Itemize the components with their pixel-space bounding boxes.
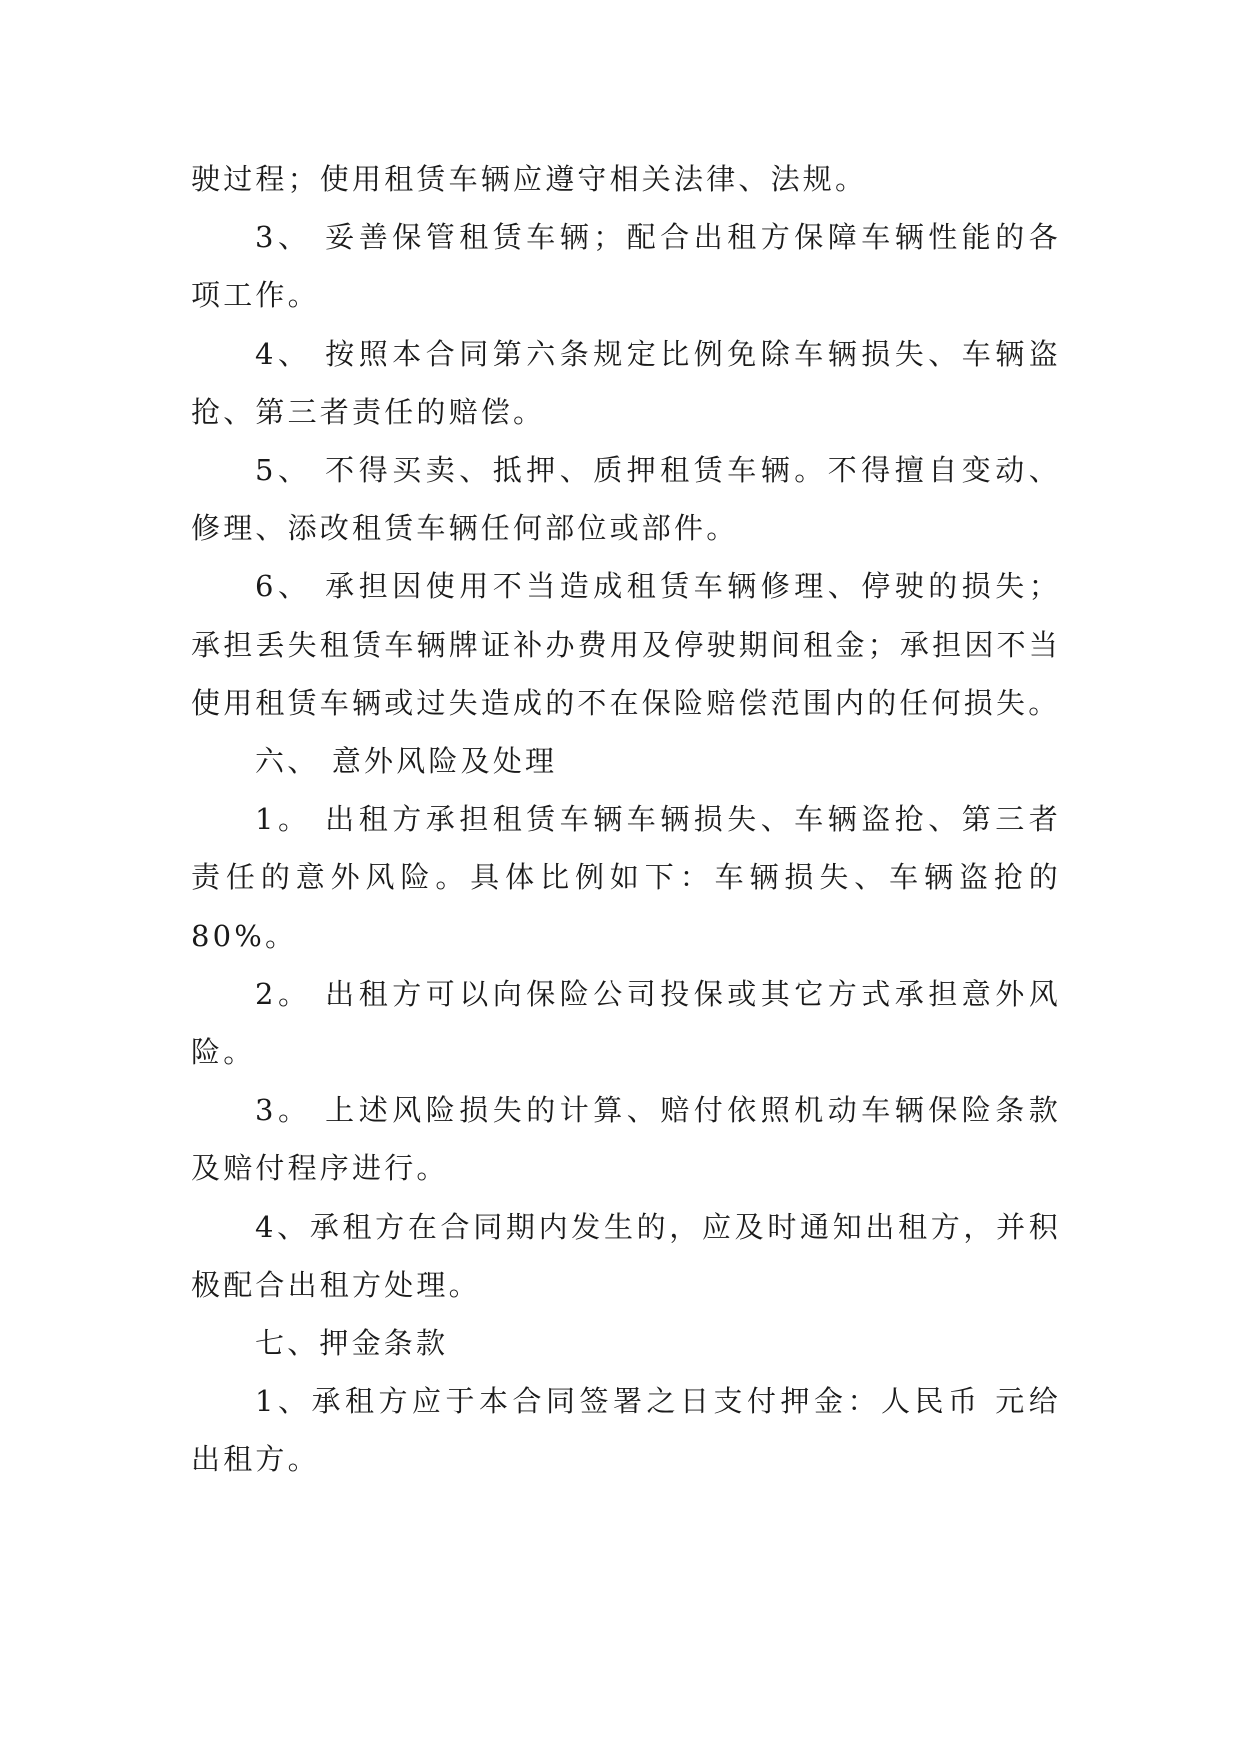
paragraph-risk-2: 2。 出租方可以向保险公司投保或其它方式承担意外风险。 bbox=[191, 976, 1061, 1070]
paragraph-clause-6: 6、 承担因使用不当造成租赁车辆修理、停驶的损失；承担丢失租赁车辆牌证补办费用及停驶期间租金；承担因不当使用租赁车辆或过失造成的不在保险赔偿范围内的任何损失。 bbox=[191, 569, 1061, 720]
paragraph-clause-5: 5、 不得买卖、抵押、质押租赁车辆。不得擅自变动、修理、添改租赁车辆任何部位或部件。 bbox=[191, 453, 1061, 546]
paragraph-clause-4: 4、 按照本合同第六条规定比例免除车辆损失、车辆盗抢、第三者责任的赔偿。 bbox=[191, 336, 1061, 429]
section-heading-7: 七、押金条款 bbox=[255, 1326, 449, 1361]
paragraph-clause-continuation: 驶过程；使用租赁车辆应遵守相关法律、法规。 bbox=[191, 162, 868, 196]
paragraph-risk-3: 3。 上述风险损失的计算、赔付依照机动车辆保险条款及赔付程序进行。 bbox=[191, 1093, 1061, 1186]
document-body bbox=[191, 150, 1061, 1489]
paragraph-deposit-1: 1、承租方应于本合同签署之日支付押金：人民币 元给出租方。 bbox=[191, 1384, 1061, 1477]
paragraph-risk-4: 4、承租方在合同期内发生的，应及时通知出租方，并积极配合出租方处理。 bbox=[191, 1209, 1061, 1302]
section-heading-6: 六、 意外风险及处理 bbox=[255, 744, 558, 779]
paragraph-risk-1: 1。 出租方承担租赁车辆车辆损失、车辆盗抢、第三者责任的意外风险。具体比例如下：车辆损失、车辆盗抢的80%。 bbox=[191, 802, 1061, 953]
paragraph-clause-3: 3、 妥善保管租赁车辆；配合出租方保障车辆性能的各项工作。 bbox=[191, 220, 1061, 313]
